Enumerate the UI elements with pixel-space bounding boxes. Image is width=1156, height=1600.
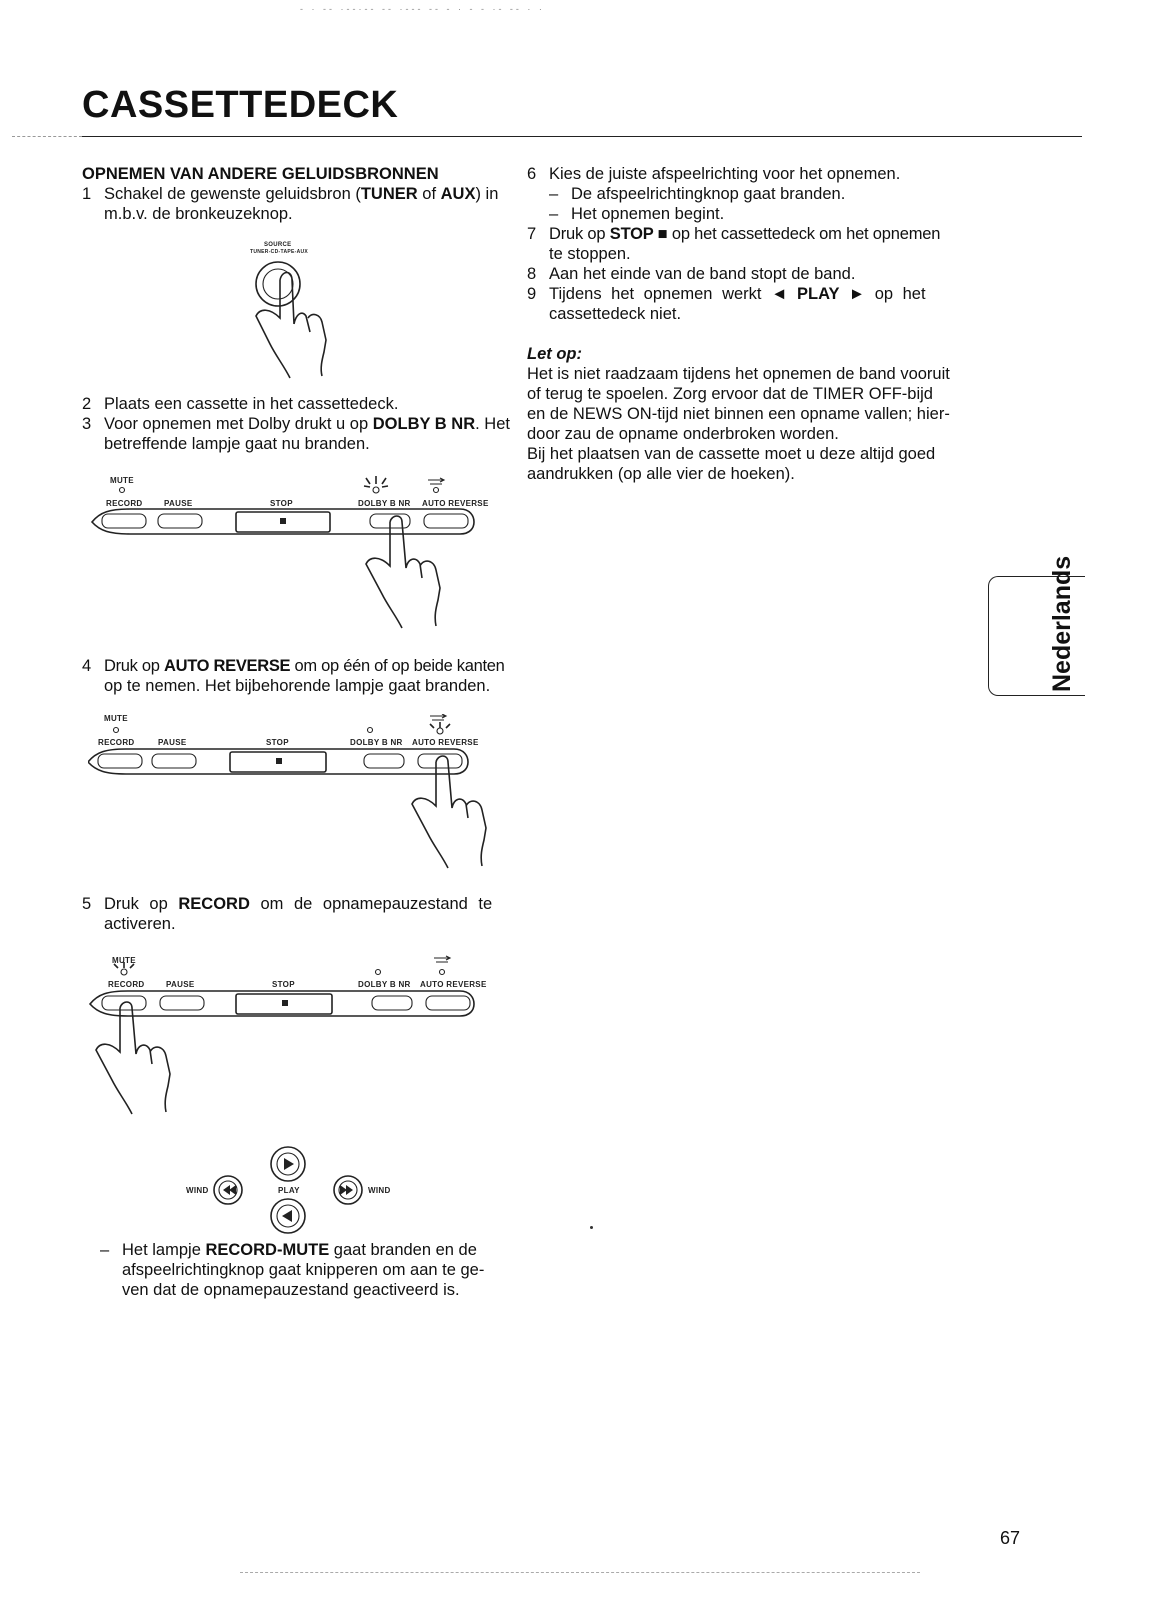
stop-label: STOP bbox=[266, 738, 289, 747]
step-text: Kies de juiste afspeelrichting voor het opnemen. bbox=[549, 165, 901, 183]
dash-text: De afspeelrichtingknop gaat branden. bbox=[571, 185, 846, 203]
step-text-line2: op te nemen. Het bijbehorende lampje gaat branden. bbox=[104, 677, 491, 695]
scan-dash-rule bbox=[12, 136, 82, 137]
note-line: door zau de opname onderbroken worden. bbox=[527, 425, 839, 443]
step-number: 2 bbox=[82, 395, 92, 413]
dash-bullet: – bbox=[549, 185, 559, 203]
step-text: Druk op STOP ■ op het cassettedeck om het opnemen bbox=[549, 225, 941, 243]
step-number: 6 bbox=[527, 165, 537, 183]
auto-reverse-label: AUTO REVERSE bbox=[422, 499, 489, 508]
transport-drawing bbox=[180, 1140, 420, 1240]
step-4 bbox=[82, 656, 522, 696]
record-label: RECORD bbox=[98, 738, 135, 747]
scan-artifact-top: ‐ · ‐‐ ·‐‐·‐‐ ‐‐ ·‐‐‐ ‐‐ ‐ · ‐ ‐ ·‐ ‐‐ · · bbox=[300, 4, 545, 14]
scan-dot bbox=[590, 1226, 593, 1229]
step-text-line2: betreffende lampje gaat nu branden. bbox=[104, 435, 370, 453]
step-number: 8 bbox=[527, 265, 537, 283]
source-sublabel: TUNER-CD-TAPE-AUX bbox=[250, 249, 309, 255]
step-text-line2: activeren. bbox=[104, 915, 176, 933]
mute-label: MUTE bbox=[110, 476, 134, 485]
step-3 bbox=[82, 414, 522, 454]
auto-reverse-label: AUTO REVERSE bbox=[420, 980, 487, 989]
record-label: RECORD bbox=[106, 499, 143, 508]
dash-bullet: – bbox=[549, 205, 559, 223]
note-line: of terug te spoelen. Zorg ervoor dat de TIMER OFF-bijd bbox=[527, 385, 933, 403]
dolby-label: DOLBY B NR bbox=[358, 980, 411, 989]
pause-label: PAUSE bbox=[164, 499, 193, 508]
step-9 bbox=[527, 284, 977, 324]
record-label: RECORD bbox=[108, 980, 145, 989]
deck-panel-drawing bbox=[88, 954, 508, 1124]
wind-right-label: WIND bbox=[368, 1186, 391, 1195]
step-8 bbox=[527, 264, 977, 284]
deck-panel-drawing bbox=[88, 714, 508, 884]
stop-label: STOP bbox=[270, 499, 293, 508]
deck-panel-auto-reverse bbox=[88, 714, 508, 884]
play-label: PLAY bbox=[278, 1186, 300, 1195]
page-number: 67 bbox=[1000, 1528, 1021, 1548]
pause-label: PAUSE bbox=[158, 738, 187, 747]
step-number: 5 bbox=[82, 895, 92, 913]
step-text: Tijdens het opnemen werkt ◄ PLAY ► op het bbox=[549, 285, 926, 303]
dash-bullet: – bbox=[100, 1241, 110, 1259]
step-text: Schakel de gewenste geluidsbron (TUNER of AUX) in bbox=[104, 185, 499, 203]
step-5 bbox=[82, 894, 522, 934]
transport-illustration bbox=[180, 1140, 420, 1240]
step-2 bbox=[82, 394, 522, 414]
step-text: Aan het einde van de band stopt de band. bbox=[549, 265, 856, 283]
mute-label: MUTE bbox=[112, 956, 136, 965]
deck-panel-dolby bbox=[90, 476, 510, 646]
note-line: en de NEWS ON-tijd niet binnen een opname vallen; hier- bbox=[527, 405, 950, 423]
auto-reverse-label: AUTO REVERSE bbox=[412, 738, 479, 747]
step-6-sub-2 bbox=[549, 204, 969, 224]
source-knob-drawing bbox=[230, 240, 360, 390]
dash-text-line2: afspeelrichtingknop gaat knipperen om aan te ge- bbox=[122, 1261, 485, 1279]
stop-label: STOP bbox=[272, 980, 295, 989]
title-rule bbox=[82, 136, 1082, 137]
step-text-line2: te stoppen. bbox=[549, 245, 631, 263]
step-1 bbox=[82, 184, 522, 224]
dash-text: Het lampje RECORD-MUTE gaat branden en de bbox=[122, 1241, 477, 1259]
step-text: Plaats een cassette in het cassettedeck. bbox=[104, 395, 399, 413]
step-number: 4 bbox=[82, 657, 92, 675]
dash-text-line3: ven dat de opnamepauzestand geactiveerd is. bbox=[122, 1281, 460, 1299]
step-text-line2: m.b.v. de bronkeuzeknop. bbox=[104, 205, 293, 223]
step-text: Druk op AUTO REVERSE om op één of op beide kanten bbox=[104, 657, 505, 675]
source-label: SOURCE bbox=[264, 242, 292, 248]
source-knob-illustration bbox=[230, 240, 360, 390]
deck-panel-record bbox=[88, 954, 508, 1124]
wind-left-label: WIND bbox=[186, 1186, 209, 1195]
step-6 bbox=[527, 164, 977, 184]
step-number: 3 bbox=[82, 415, 92, 433]
note-title: Let op: bbox=[527, 345, 582, 363]
note-line: Het is niet raadzaam tijdens het opnemen de band vooruit bbox=[527, 365, 950, 383]
record-mute-note bbox=[100, 1240, 520, 1300]
mute-label: MUTE bbox=[104, 714, 128, 723]
note-line: Bij het plaatsen van de cassette moet u deze altijd goed bbox=[527, 445, 936, 463]
language-tab-label: Nederlands bbox=[1048, 555, 1076, 692]
dash-text: Het opnemen begint. bbox=[571, 205, 725, 223]
dolby-label: DOLBY B NR bbox=[358, 499, 411, 508]
deck-panel-drawing bbox=[90, 476, 510, 646]
page-title: CASSETTEDECK bbox=[82, 84, 399, 126]
note-body bbox=[527, 364, 967, 484]
pause-label: PAUSE bbox=[166, 980, 195, 989]
step-number: 1 bbox=[82, 185, 92, 203]
step-number: 7 bbox=[527, 225, 537, 243]
step-7 bbox=[527, 224, 977, 264]
step-text: Voor opnemen met Dolby drukt u op DOLBY B NR. Het bbox=[104, 415, 510, 433]
step-text: Druk op RECORD om de opnamepauzestand te bbox=[104, 895, 493, 913]
section-heading: OPNEMEN VAN ANDERE GELUIDSBRONNEN bbox=[82, 165, 439, 183]
note-line: aandrukken (op alle vier de hoeken). bbox=[527, 465, 795, 483]
scan-artifact-bottom bbox=[240, 1572, 920, 1573]
dolby-label: DOLBY B NR bbox=[350, 738, 403, 747]
step-6-sub-1 bbox=[549, 184, 969, 204]
step-number: 9 bbox=[527, 285, 537, 303]
step-text-line2: cassettedeck niet. bbox=[549, 305, 682, 323]
